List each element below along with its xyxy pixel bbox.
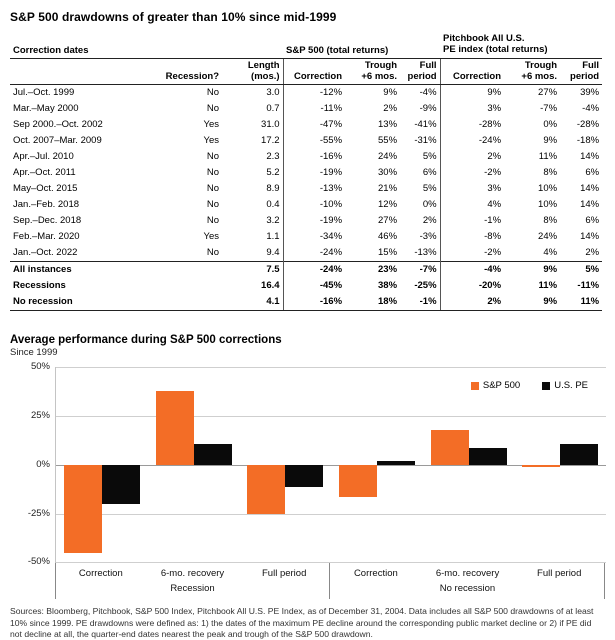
table-cell: 6% [585, 215, 600, 227]
group-label-recession: Recession [170, 583, 215, 595]
table-cell: Feb.–Mar. 2020 [13, 231, 80, 243]
group-header-row [10, 33, 602, 58]
table-cell: 5% [560, 262, 602, 279]
table-cell: 24% [538, 231, 558, 243]
table-cell: -45% [283, 278, 345, 294]
category-label: Full period [537, 568, 582, 580]
table-cell: 3.0 [266, 87, 280, 99]
column-header-row [10, 58, 602, 84]
table-cell: -1% [440, 213, 504, 229]
table-cell: -20% [440, 278, 504, 294]
table-cell: 5% [422, 151, 437, 163]
table-cell: 13% [378, 119, 398, 131]
table-cell: 11% [538, 280, 558, 292]
table-cell: 15% [378, 247, 398, 259]
table-cell: -25% [414, 280, 437, 292]
table-cell: -34% [283, 229, 345, 245]
y-tick-50: 50% [30, 361, 50, 373]
column-header-sp-full: Full period [400, 58, 440, 84]
table-cell: 6% [422, 167, 437, 179]
column-header-pe-trough: Trough +6 mos. [504, 58, 560, 84]
x-axis [55, 563, 605, 599]
table-cell: -1% [400, 294, 440, 311]
table-cell: 2% [440, 149, 504, 165]
table-cell: -16% [283, 149, 345, 165]
table-cell: 14% [580, 231, 600, 243]
table-cell: 39% [580, 87, 600, 99]
column-header-pe-correction: Correction [440, 58, 504, 84]
bar-group-recession-correction [56, 367, 148, 563]
table-cell: 23% [345, 262, 400, 279]
table-cell: 10% [538, 183, 558, 195]
table-cell: -18% [576, 135, 600, 147]
table-cell: No [206, 199, 219, 211]
table-cell: Sep 2000.–Oct. 2002 [13, 119, 103, 131]
bar-sp500-0 [64, 465, 102, 553]
table-cell: -47% [283, 117, 345, 133]
table-cell: 12% [378, 199, 398, 211]
table-cell: Yes [203, 119, 219, 131]
category-labels [55, 563, 605, 579]
table-cell: -4% [419, 87, 437, 99]
bar-sp500-4 [431, 430, 469, 465]
drawdowns-table [10, 33, 602, 311]
table-cell: 3.2 [266, 215, 280, 227]
table-cell [160, 294, 222, 311]
bar-uspe-4 [469, 448, 507, 466]
table-cell: 5.2 [266, 167, 280, 179]
group-header-sp500: S&P 500 (total returns) [283, 33, 440, 58]
table-row [10, 149, 602, 165]
table-cell: -55% [283, 133, 345, 149]
table-cell: -2% [440, 165, 504, 181]
table-cell: 14% [580, 183, 600, 195]
table-cell: 17.2 [261, 135, 280, 147]
axis-divider-left [55, 563, 56, 599]
legend-swatch-sp500 [471, 382, 479, 390]
table-cell: 2.3 [266, 151, 280, 163]
table-cell: 2% [383, 103, 398, 115]
y-tick-0: 0% [36, 459, 50, 471]
table-cell: 31.0 [261, 119, 280, 131]
table-cell: 11% [560, 294, 602, 311]
table-row [10, 229, 602, 245]
bar-group-norecession-correction [331, 367, 423, 563]
table-cell: 4% [543, 247, 558, 259]
table-cell: Apr.–Oct. 2011 [13, 167, 76, 179]
table-row [10, 294, 602, 311]
table-cell: 8% [543, 215, 558, 227]
table-cell: -12% [283, 85, 345, 102]
table-cell: 3% [440, 101, 504, 117]
bar-uspe-2 [285, 465, 323, 487]
bar-chart [27, 361, 605, 599]
table-cell: 9.4 [266, 247, 280, 259]
chart-subtitle: Since 1999 [10, 347, 58, 359]
table-row [10, 101, 602, 117]
table-summary [10, 262, 602, 311]
category-label: 6-mo. recovery [435, 568, 500, 580]
table-cell: -9% [419, 103, 437, 115]
table-cell: May–Oct. 2015 [13, 183, 78, 195]
table-cell: 11% [538, 151, 558, 163]
table-cell: 14% [580, 199, 600, 211]
table-cell: No [206, 183, 219, 195]
table-cell: 30% [378, 167, 398, 179]
bar-sp500-5 [522, 465, 560, 467]
category-label: 6-mo. recovery [160, 568, 225, 580]
table-cell: 2% [422, 215, 437, 227]
table-cell: Apr.–Jul. 2010 [13, 151, 74, 163]
table-row [10, 213, 602, 229]
table-cell: -31% [414, 135, 437, 147]
table-cell: -41% [414, 119, 437, 131]
legend-item-uspe [542, 380, 588, 391]
table-cell: 21% [378, 183, 398, 195]
column-header-length: Length (mos.) [222, 58, 283, 84]
table-cell: 5% [422, 183, 437, 195]
table-cell: 24% [378, 151, 398, 163]
table-cell: -24% [440, 133, 504, 149]
table-cell: 0% [543, 119, 558, 131]
table-cell: 10% [538, 199, 558, 211]
bar-uspe-0 [102, 465, 140, 504]
table-cell: Jan.–Oct. 2022 [13, 247, 78, 259]
table-cell: -24% [283, 262, 345, 279]
bar-sp500-2 [247, 465, 285, 514]
bar-uspe-1 [194, 444, 232, 466]
table-cell: 46% [378, 231, 398, 243]
table-cell: -4% [582, 103, 600, 115]
table-cell: 0.4 [266, 199, 280, 211]
table-row [10, 262, 602, 279]
table-cell: -11% [577, 280, 600, 292]
category-label: Full period [262, 568, 307, 580]
table-cell: 18% [345, 294, 400, 311]
bar-sp500-1 [156, 391, 194, 465]
table-row [10, 133, 602, 149]
table-cell: 8% [543, 167, 558, 179]
legend-label-sp500: S&P 500 [482, 380, 521, 392]
bar-group-recession-recovery [148, 367, 240, 563]
category-label: Correction [78, 568, 123, 580]
table-cell: 2% [440, 294, 504, 311]
table-cell: 8.9 [266, 183, 280, 195]
table-cell: -16% [283, 294, 345, 311]
table-body [10, 85, 602, 262]
table-cell: No [206, 103, 219, 115]
table-cell: Yes [203, 231, 219, 243]
table-cell: -10% [283, 197, 345, 213]
legend-item-sp500 [471, 380, 520, 391]
table-cell: -8% [440, 229, 504, 245]
bar-group-norecession-full [514, 367, 606, 563]
bars-layer [56, 367, 606, 563]
table-row [10, 165, 602, 181]
chart-legend [471, 380, 588, 391]
bar-group-recession-full [239, 367, 331, 563]
table-cell: -7% [400, 262, 440, 279]
table-cell: 9% [504, 262, 560, 279]
table-cell: 2% [585, 247, 600, 259]
table-cell [160, 278, 222, 294]
column-header-recession: Recession? [160, 58, 222, 84]
table-cell: 3% [440, 181, 504, 197]
table-cell: 0.7 [266, 103, 280, 115]
bar-sp500-3 [339, 465, 377, 496]
table-cell: No [206, 215, 219, 227]
table-cell: No [206, 167, 219, 179]
group-header-pe-index [440, 33, 602, 58]
group-labels [55, 579, 605, 594]
group-header-pe-line2: PE index (total returns) [443, 43, 548, 55]
table-cell: 7.5 [222, 262, 283, 279]
y-tick-neg50: -50% [27, 556, 50, 568]
group-label-norecession: No recession [439, 583, 496, 595]
legend-label-uspe: U.S. PE [554, 380, 588, 392]
table-cell: -11% [283, 101, 345, 117]
table-cell: -13% [283, 181, 345, 197]
table-cell: -28% [440, 117, 504, 133]
table-cell: 6% [585, 167, 600, 179]
table-row [10, 197, 602, 213]
table-cell: 9% [504, 294, 560, 311]
table-cell: -19% [283, 165, 345, 181]
column-header-pe-full: Full period [560, 58, 602, 84]
table-cell: 0% [422, 199, 437, 211]
table-row [10, 245, 602, 262]
table-title: S&P 500 drawdowns of greater than 10% since mid-1999 [10, 10, 337, 24]
table-row [10, 85, 602, 102]
table-cell: -28% [576, 119, 600, 131]
table-cell: 4% [440, 197, 504, 213]
y-tick-25: 25% [30, 410, 50, 422]
table-cell: 14% [580, 151, 600, 163]
table-cell: Yes [203, 135, 219, 147]
table-cell: Jul.–Oct. 1999 [13, 87, 75, 99]
table-cell: 9% [383, 87, 398, 99]
column-header-sp-trough: Trough +6 mos. [345, 58, 400, 84]
table-cell: -2% [440, 245, 504, 262]
table-cell: All instances [10, 262, 160, 279]
table-cell: No [206, 247, 219, 259]
table-cell: Recessions [13, 280, 66, 292]
table-cell: 55% [378, 135, 398, 147]
table-row [10, 278, 602, 294]
column-header-sp-correction: Correction [283, 58, 345, 84]
table-cell: 9% [440, 85, 504, 102]
table-cell: 38% [378, 280, 398, 292]
table-row [10, 117, 602, 133]
bar-group-norecession-recovery [423, 367, 515, 563]
table-cell: -7% [540, 103, 558, 115]
table-cell: 9% [543, 135, 558, 147]
table-cell: No recession [10, 294, 160, 311]
group-header-pe-line1: Pitchbook All U.S. [443, 33, 525, 44]
table-cell: -3% [419, 231, 437, 243]
axis-divider-right [604, 563, 605, 599]
table-cell: -4% [440, 262, 504, 279]
bar-uspe-5 [560, 444, 598, 466]
table-cell: 27% [538, 87, 558, 99]
table-cell: -19% [283, 213, 345, 229]
column-header-empty [10, 58, 160, 84]
table-cell: Jan.–Feb. 2018 [13, 199, 80, 211]
group-header-correction-dates: Correction dates [10, 33, 283, 58]
table-cell: -13% [414, 247, 437, 259]
table-cell: -24% [283, 245, 345, 262]
bar-uspe-3 [377, 461, 415, 465]
table-cell [160, 262, 222, 279]
chart-title: Average performance during S&P 500 corrections [10, 334, 282, 347]
table-cell: Oct. 2007–Mar. 2009 [13, 135, 102, 147]
table-cell: No [206, 151, 219, 163]
table-cell: Mar.–May 2000 [13, 103, 79, 115]
category-label: Correction [353, 568, 398, 580]
sources-footnote: Sources: Bloomberg, Pitchbook, S&P 500 Index, Pitchbook All U.S. PE Index, as of December 31, 2004. Data includes all S&P 500 drawdowns of at least 10% since 1999. PE drawdowns were defined as: 1) the dates of the maximum PE decline around the corresponding public market decline or 2) if PE did not decline at all, the quarter-end dates nearest the peak and trough of the S&P 500 drawdown. [10, 606, 594, 639]
table-cell: 1.1 [266, 231, 280, 243]
plot-area [27, 361, 606, 568]
table-cell: 27% [378, 215, 398, 227]
legend-swatch-uspe [542, 382, 550, 390]
table-row [10, 181, 602, 197]
table-cell: No [206, 87, 219, 99]
table-cell: Sep.–Dec. 2018 [13, 215, 82, 227]
axis-divider-middle [329, 563, 330, 599]
y-tick-neg25: -25% [27, 508, 50, 520]
table-cell: 16.4 [261, 280, 280, 292]
table-cell: 4.1 [222, 294, 283, 311]
